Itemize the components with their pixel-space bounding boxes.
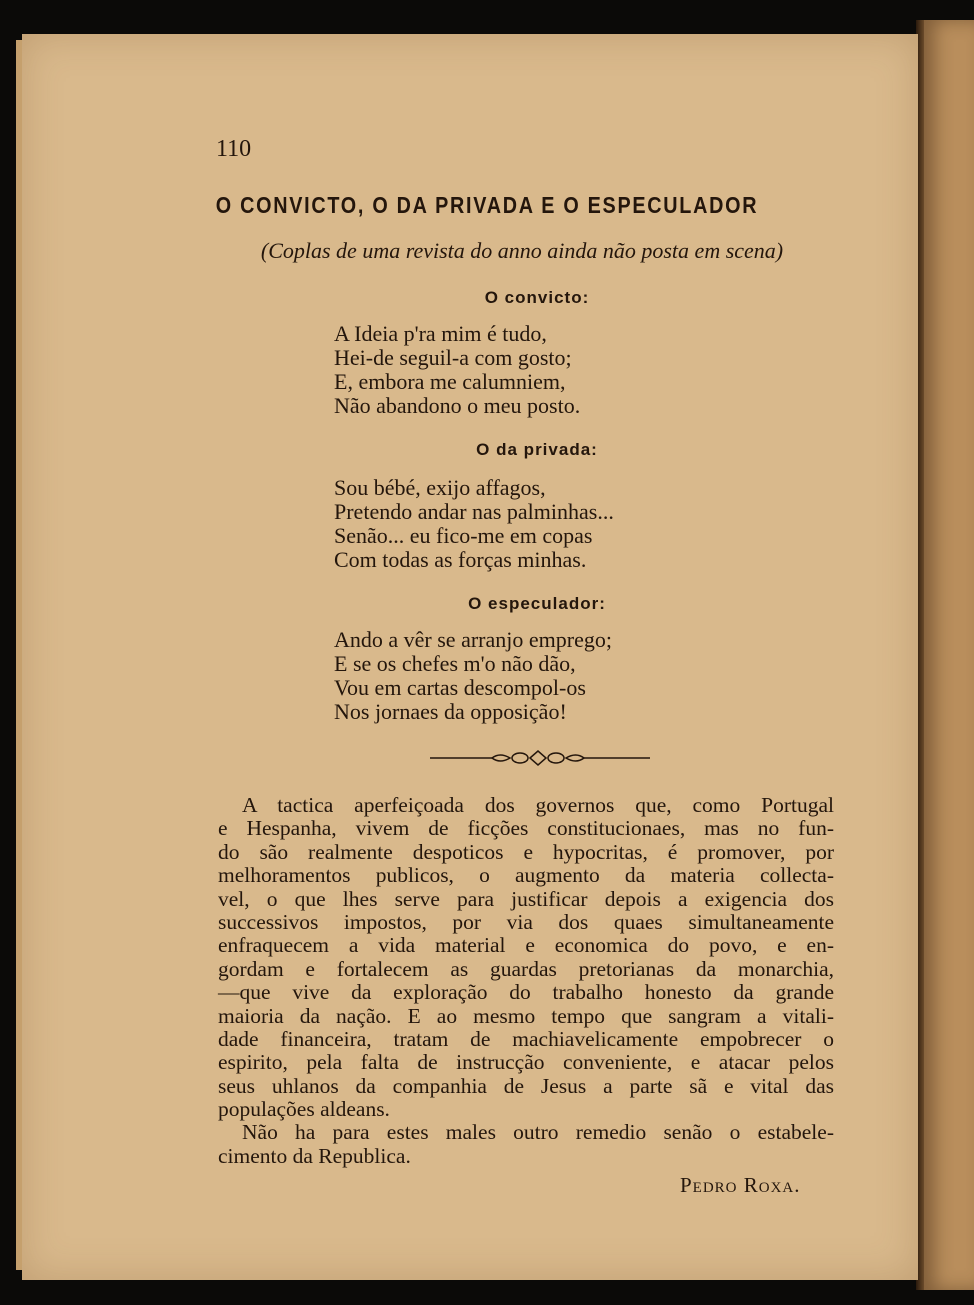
- verse-line: A Ideia p'ra mim é tudo,: [334, 321, 547, 346]
- page-left-edge: [16, 40, 22, 1270]
- prose-line: e Hespanha, vivem de ficções constitucionaes, mas no fun-: [218, 816, 834, 841]
- stanza-especulador: [334, 628, 612, 724]
- speaker-convicto: O convicto:: [484, 288, 590, 307]
- prose-line: melhoramentos publicos, o augmento da materia collecta-: [218, 863, 834, 888]
- author-signature: Pedro Roxa.: [680, 1173, 801, 1197]
- verse-line: Pretendo andar nas palminhas...: [334, 499, 614, 524]
- prose-paragraph: [218, 794, 834, 1168]
- speaker-especulador: O especulador:: [468, 594, 606, 613]
- prose-line: enfraquecem a vida material e economica do povo, e en-: [218, 933, 834, 958]
- poem-subtitle: (Coplas de uma revista do anno ainda não posta em scena): [260, 238, 784, 263]
- prose-line: seus uhlanos da companhia de Jesus a parte sã e vital das: [218, 1073, 834, 1098]
- speaker-privada: O da privada:: [476, 440, 598, 459]
- verse-line: Ando a vêr se arranjo emprego;: [334, 627, 612, 652]
- prose-line: gordam e fortalecem as guardas pretorianas da monarchia,: [218, 956, 834, 981]
- ornament-divider: [430, 748, 650, 768]
- verse-line: Sou bébé, exijo affagos,: [334, 475, 546, 500]
- verse-line: Senão... eu fico-me em copas: [334, 523, 593, 548]
- verse-line: Hei-de seguil-a com gosto;: [334, 345, 572, 370]
- verse-line: Nos jornaes da opposição!: [334, 699, 567, 724]
- stanza-privada: [334, 476, 614, 572]
- prose-line: —que vive da exploração do trabalho honesto da grande: [218, 980, 834, 1005]
- prose-line: Não ha para estes males outro remedio senão o estabele-: [242, 1120, 834, 1145]
- page-number: 110: [216, 136, 252, 162]
- prose-line: dade financeira, tratam de machiavelicamente empobrecer o: [218, 1026, 834, 1051]
- verse-line: E se os chefes m'o não dão,: [334, 651, 576, 676]
- prose-line: cimento da Republica.: [218, 1143, 411, 1168]
- stanza-convicto: [334, 322, 580, 418]
- adjacent-page-edge: [922, 20, 974, 1290]
- prose-line: populações aldeans.: [218, 1097, 390, 1122]
- verse-line: Não abandono o meu posto.: [334, 393, 581, 418]
- prose-line: do são realmente despoticos e hypocritas, é promover, por: [218, 839, 834, 864]
- verse-line: Vou em cartas descompol-os: [334, 675, 586, 700]
- prose-line: A tactica aperfeiçoada dos governos que, como Portugal: [242, 793, 834, 817]
- poem-title: O CONVICTO, O DA PRIVADA E O ESPECULADOR: [215, 192, 759, 218]
- prose-line: maioria da nação. E ao mesmo tempo que sangram a vitali-: [218, 1003, 834, 1028]
- prose-line: vel, o que lhes serve para justificar depois a exigencia dos: [218, 886, 834, 911]
- verse-line: Com todas as forças minhas.: [334, 547, 587, 572]
- prose-line: successivos impostos, por via dos quaes simultaneamente: [218, 909, 834, 934]
- verse-line: E, embora me calumniem,: [334, 369, 566, 394]
- prose-line: espirito, pela falta de instrucção conveniente, e atacar pelos: [218, 1050, 834, 1075]
